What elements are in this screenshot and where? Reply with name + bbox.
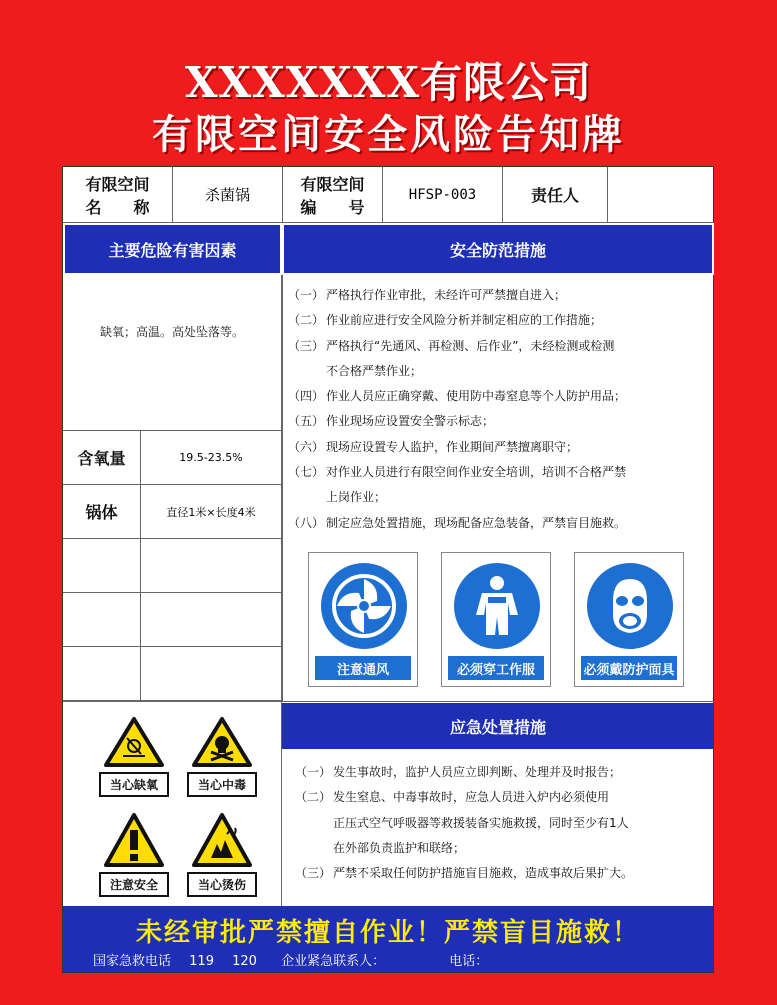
warning-caption: 注意安全 <box>99 872 169 897</box>
measure-text: 现场应设置专人监护，作业期间严禁擅离职守； <box>326 439 579 454</box>
name-label-line2: 名 称 <box>85 197 150 217</box>
sign-caption: 必须戴防护面具 <box>581 656 677 680</box>
empty-cell <box>141 647 282 701</box>
safety-slogan: 未经审批严禁擅自作业！严禁盲目施救！ <box>135 918 640 948</box>
measure-item <box>288 511 708 536</box>
empty-cell <box>63 593 141 647</box>
warning-caption: 当心中毒 <box>187 772 257 797</box>
exclamation-warning-icon <box>103 812 165 868</box>
measure-item <box>288 409 708 434</box>
measure-text: 作业前应进行安全风险分析并制定相应的工作措施； <box>326 313 603 328</box>
measure-text: 严格执行“先通风、再检测、后作业”，未经检测或检测 <box>326 338 615 353</box>
oxygen-label: 含氧量 <box>63 431 141 485</box>
warning-safety <box>99 812 169 897</box>
vessel-label: 锅体 <box>63 485 141 539</box>
warning-signs <box>63 702 282 906</box>
emergency-phone-label: 国家急救电话 <box>93 954 172 969</box>
measure-number: （三） <box>295 866 332 881</box>
company-title: XXXXXXX有限公司 <box>184 58 593 107</box>
contact-line <box>93 950 502 969</box>
board-title: 有限空间安全风险告知牌 <box>152 111 625 158</box>
empty-cell <box>141 593 282 647</box>
measure-item <box>288 308 708 333</box>
measure-text: 制定应急处置措施，现场配备应急装备，严禁盲目施救。 <box>326 515 627 530</box>
measure-text: 正压式空气呼吸器等救援装备实施救援，同时至少有1人 <box>333 815 629 830</box>
measure-number: （二） <box>288 313 325 328</box>
measure-item <box>295 836 705 861</box>
oxygen-value: 19.5-23.5% <box>141 431 282 485</box>
empty-cell <box>141 539 282 593</box>
measure-text: 作业现场应设置安全警示标志； <box>326 414 495 429</box>
measure-item <box>288 283 708 308</box>
burn-warning-icon <box>191 812 253 868</box>
warning-poison <box>187 716 257 797</box>
measure-number: （一） <box>288 288 325 302</box>
name-label <box>63 167 173 223</box>
measure-number: （四） <box>288 389 325 404</box>
work-clothes-icon <box>454 563 540 649</box>
safety-measures <box>288 283 708 536</box>
measure-text: 发生事故时，监护人员应立即判断、处理并及时报告； <box>333 765 622 779</box>
measure-item <box>288 435 708 460</box>
measure-item <box>295 760 705 785</box>
measure-item <box>295 785 705 810</box>
measure-item <box>288 384 708 409</box>
measure-number: （八） <box>288 515 325 530</box>
name-label-line1: 有限空间 <box>85 174 150 194</box>
vessel-value: 直径1米×长度4米 <box>141 485 282 539</box>
measure-text: 作业人员应正确穿戴、使用防中毒窒息等个人防护用品； <box>326 389 627 404</box>
phone-120: 120 <box>232 954 257 969</box>
measure-number: （一） <box>295 765 332 779</box>
empty-cell <box>63 539 141 593</box>
ventilation-fan-icon <box>321 563 407 649</box>
measure-text: 对作业人员进行有限空间作业安全培训，培训不合格严禁 <box>326 465 627 480</box>
gas-mask-icon <box>587 563 673 649</box>
footer-bar <box>63 906 713 972</box>
measure-text: 发生窒息、中毒事故时，应急人员进入炉内必须使用 <box>333 790 610 805</box>
measure-number: （二） <box>295 790 332 805</box>
emergency-heading: 应急处置措施 <box>282 703 714 749</box>
measure-number: （六） <box>288 439 325 454</box>
measure-number: （五） <box>288 414 325 429</box>
measure-item <box>295 861 705 886</box>
code-label-line1: 有限空间 <box>300 174 365 194</box>
oxygen-warning-icon <box>103 716 165 768</box>
measure-number: （三） <box>288 338 325 353</box>
warning-caption: 当心缺氧 <box>99 772 169 797</box>
safety-heading: 安全防范措施 <box>282 223 714 275</box>
measure-item <box>288 485 708 510</box>
owner-value <box>608 167 714 223</box>
emergency-measures-list <box>295 760 705 886</box>
measure-text: 严格执行作业审批，未经许可严禁擅自进入； <box>326 288 567 302</box>
measure-text: 在外部负责监护和联络； <box>333 840 466 855</box>
skull-poison-icon <box>191 716 253 768</box>
code-label-line2: 编 号 <box>300 197 365 217</box>
tel-label: 电话： <box>449 954 489 969</box>
emergency-measures <box>295 760 705 886</box>
name-value: 杀菌锅 <box>173 167 283 223</box>
hazards-heading: 主要危险有害因素 <box>63 223 282 275</box>
sign-work-clothes <box>441 552 551 687</box>
sign-ventilation <box>308 552 418 687</box>
measure-number: （七） <box>288 465 325 480</box>
owner-label: 责任人 <box>503 167 608 223</box>
measure-item <box>288 460 708 485</box>
sign-caption: 必须穿工作服 <box>448 656 544 680</box>
empty-cell <box>63 647 141 701</box>
warning-burn <box>187 812 257 897</box>
code-value: HFSP-003 <box>383 167 503 223</box>
notice-board <box>62 166 714 973</box>
hazards-text: 缺氧；高温。高处坠落等。 <box>63 275 282 431</box>
measure-item <box>295 811 705 836</box>
code-label <box>283 167 383 223</box>
phone-119: 119 <box>189 954 214 969</box>
warning-oxygen <box>99 716 169 797</box>
measure-text: 不合格严禁作业； <box>326 363 423 378</box>
sign-caption: 注意通风 <box>315 656 411 680</box>
sign-gas-mask <box>574 552 684 687</box>
measure-text: 严禁不采取任何防护措施盲目施救，造成事故后果扩大。 <box>333 866 634 881</box>
safety-measures-list <box>288 283 708 536</box>
warning-caption: 当心烫伤 <box>187 872 257 897</box>
measure-item <box>288 359 708 384</box>
measure-item <box>288 334 708 359</box>
measure-text: 上岗作业； <box>326 490 387 505</box>
contact-person-label: 企业紧急联系人： <box>281 954 386 969</box>
divider <box>282 275 283 701</box>
